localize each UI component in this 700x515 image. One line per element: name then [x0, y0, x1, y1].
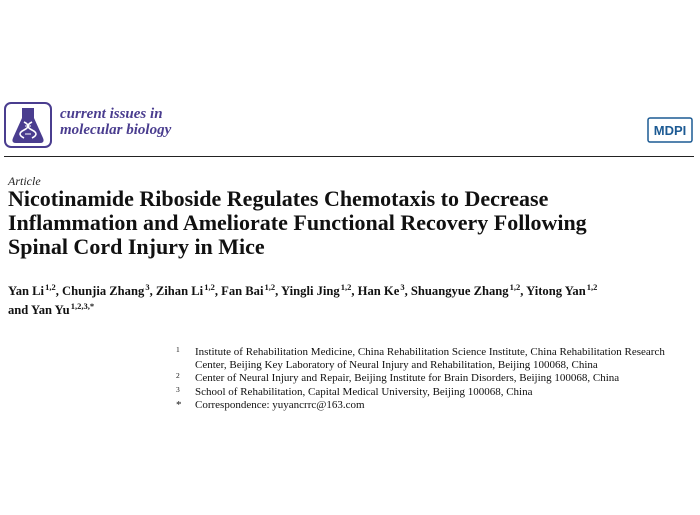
affiliation-text: Center of Neural Injury and Repair, Beijing Institute for Brain Disorders, Beijing 100068, China: [195, 372, 620, 385]
header-divider: [4, 156, 694, 157]
author-line-1: Yan Li $^{1,2}$, Chunjia Zhang $^3$, Zihan Li $^{1,2}$, Fan Bai $^{1,2}$, Yingli Jing $^{1,2}$, Han Ke $^3$, Shuangyue Zhang $^{1,2}$, Yitong Yan $^{1,2}$: [8, 282, 598, 298]
author-affil-marker: 1,2: [264, 282, 276, 292]
author-name: Han Ke: [357, 284, 400, 298]
article-title: [8, 187, 694, 259]
author-name: Yingli Jing: [281, 284, 340, 298]
author-name: Yan Li: [8, 284, 45, 298]
affiliation-item: [176, 386, 691, 399]
affiliation-marker: 1: [176, 345, 180, 354]
author-affil-marker: 1,2: [340, 282, 352, 292]
affiliation-marker: 3: [176, 384, 180, 394]
affiliation-item: [176, 372, 691, 385]
correspondence: [176, 399, 691, 412]
author-list: [8, 282, 694, 320]
author-affil-marker: 3: [145, 282, 150, 292]
journal-header: [4, 100, 694, 155]
author-conjunction: and: [8, 303, 31, 317]
author-affil-marker: 1,2: [586, 282, 598, 292]
correspondence-text: Correspondence: yuyancrrc@163.com: [195, 398, 365, 411]
correspondence-marker: *: [176, 398, 182, 411]
author-name: Yan Yu: [31, 303, 70, 317]
affiliation-item: [176, 346, 691, 372]
affiliation-text: Center, Beijing Key Laboratory of Neural Injury and Rehabilitation, Beijing 100068, China: [195, 359, 598, 372]
title-line-2: Inflammation and Ameliorate Functional Recovery Following: [8, 210, 587, 235]
affiliations: [176, 346, 691, 412]
author-affil-marker: 1,2: [204, 282, 215, 292]
title-line-3: Spinal Cord Injury in Mice: [8, 234, 265, 259]
author-line-2: [8, 301, 694, 320]
mdpi-logo-icon: [646, 116, 694, 144]
author-name: Zihan Li: [155, 284, 204, 298]
affiliation-text: School of Rehabilitation, Capital Medical University, Beijing 100068, China: [195, 385, 533, 398]
journal-name-line1: current issues in: [60, 106, 163, 122]
article-type-label: Article: [8, 174, 41, 188]
journal-name-line2: molecular biology: [60, 122, 172, 138]
title-line-1: Nicotinamide Riboside Regulates Chemotaxis to Decrease: [8, 186, 549, 211]
journal-logo-icon: [4, 100, 52, 150]
affiliation-marker: 2: [176, 371, 180, 381]
author-name: Shuangyue Zhang: [410, 284, 509, 298]
author-affil-marker: 1,2: [509, 282, 521, 292]
author-name: Fan Bai: [221, 284, 264, 298]
author-name: Yitong Yan: [526, 284, 586, 298]
mdpi-logo-text: MDPI: [653, 123, 687, 138]
author-name: Chunjia Zhang: [62, 284, 145, 298]
journal-name: [60, 106, 260, 138]
author-affil-marker: 1,2,3,*: [70, 301, 95, 311]
affiliation-text: Institute of Rehabilitation Medicine, China Rehabilitation Science Institute, China Rehabilitation Research: [195, 346, 665, 358]
author-affil-marker: 1,2: [45, 282, 56, 292]
author-affil-marker: 3: [400, 282, 405, 292]
